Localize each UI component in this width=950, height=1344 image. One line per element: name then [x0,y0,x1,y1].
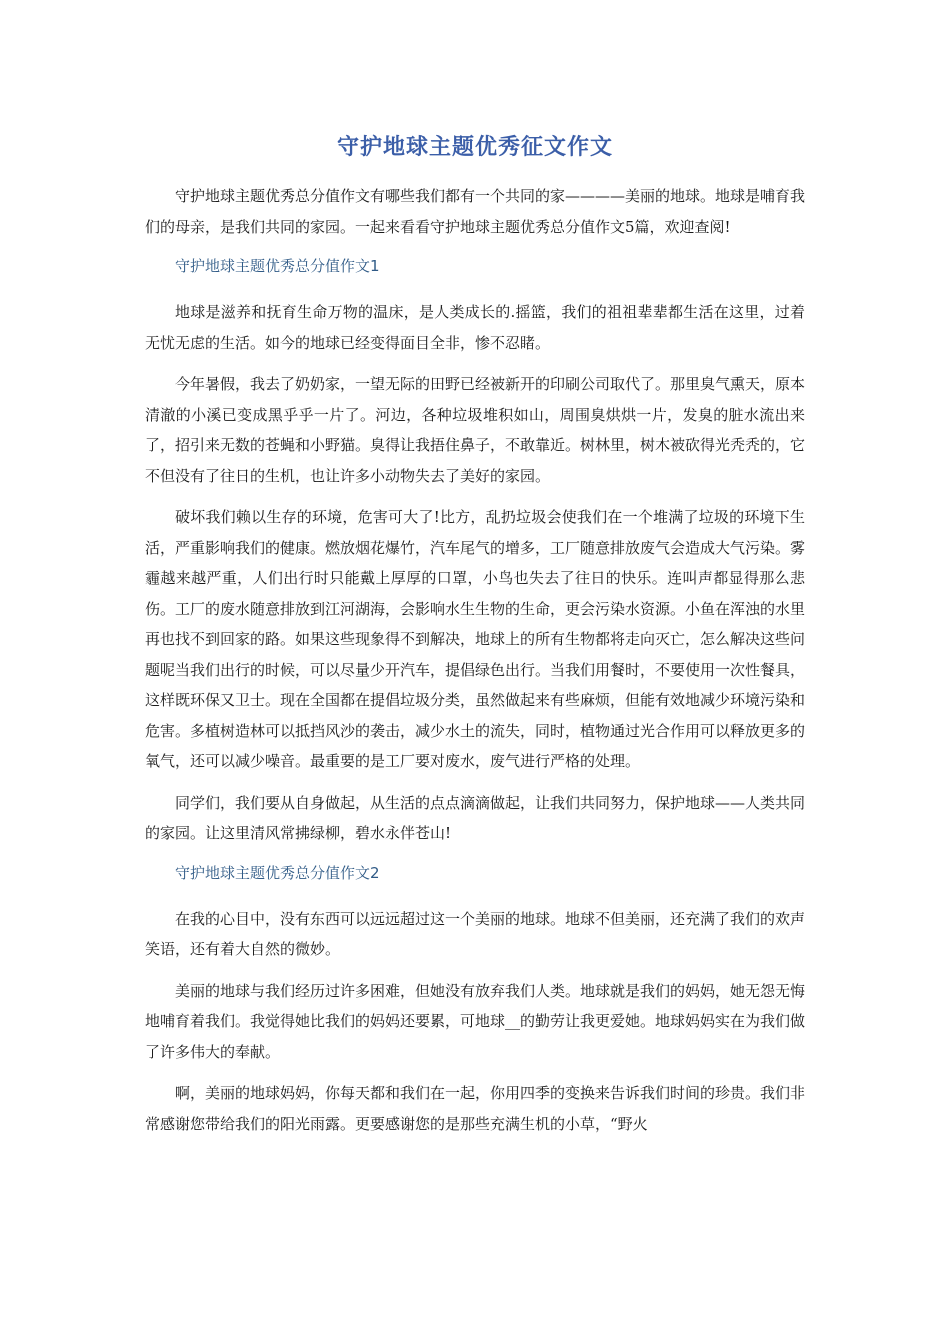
section-heading: 守护地球主题优秀总分值作文1 [175,257,380,275]
intro-paragraph: 守护地球主题优秀总分值作文有哪些我们都有一个共同的家————美丽的地球。地球是哺育我们的母亲，是我们共同的家园。一起来看看守护地球主题优秀总分值作文5篇，欢迎查阅! [145,187,806,236]
paragraph: 同学们，我们要从自身做起，从生活的点点滴滴做起，让我们共同努力，保护地球——人类共同的家园。让这里清风常拂绿柳，碧水永伴苍山! [145,793,806,842]
section-2 [145,860,805,1140]
section-1 [145,253,805,849]
paragraph: 在我的心目中，没有东西可以远远超过这一个美丽的地球。地球不但美丽，还充满了我们的欢声笑语，还有着大自然的微妙。 [145,909,806,958]
paragraph: 今年暑假，我去了奶奶家，一望无际的田野已经被新开的印刷公司取代了。那里臭气熏天，原本清澈的小溪已变成黑乎乎一片了。河边，各种垃圾堆积如山，周围臭烘烘一片，发臭的脏水流出来了，招引来无数的苍蝇和小野猫。臭得让我捂住鼻子，不敢靠近。树林里，树木被砍得光秃秃的，它不但没有了往日的生机，也让许多小动物失去了美好的家园。 [145,375,806,485]
document-title: 守护地球主题优秀征文作文 [336,135,613,160]
paragraph: 地球是滋养和抚育生命万物的温床，是人类成长的.摇篮，我们的祖祖辈辈都生活在这里，过着无忧无虑的生活。如今的地球已经变得面目全非，惨不忍睹。 [145,303,805,352]
paragraph: 美丽的地球与我们经历过许多困难，但她没有放弃我们人类。地球就是我们的妈妈，她无怨无悔地哺育着我们。我觉得她比我们的妈妈还要累，可地球__的勤劳让我更爱她。地球妈妈实在为我们做了许多伟大的奉献。 [145,981,806,1061]
paragraph: 破坏我们赖以生存的环境，危害可大了!比方，乱扔垃圾会使我们在一个堆满了垃圾的环境下生活，严重影响我们的健康。燃放烟花爆竹，汽车尾气的增多，工厂随意排放废气会造成大气污染。雾霾越来越严重，人们出行时只能戴上厚厚的口罩，小鸟也失去了往日的快乐。连叫声都显得那么悲伤。工厂的废水随意排放到江河湖海，会影响水生生物的生命，更会污染水资源。小鱼在浑浊的水里再也找不到回家的路。如果这些现象得不到解决，地球上的所有生物都将走向灭亡，怎么解决这些问题呢当我们出行的时候，可以尽量少开汽车，提倡绿色出行。当我们用餐时，不要使用一次性餐具，这样既环保又卫士。现在全国都在提倡垃圾分类，虽然做起来有些麻烦，但能有效地减少环境污染和危害。多植树造林可以抵挡风沙的袭击，减少水土的流失，同时，植物通过光合作用可以释放更多的氧气，还可以减少噪音。最重要的是工厂要对废水，废气进行严格的处理。 [145,508,806,770]
document-page [145,130,805,1150]
section-heading: 守护地球主题优秀总分值作文2 [175,863,380,882]
paragraph: 啊，美丽的地球妈妈，你每天都和我们在一起，你用四季的变换来告诉我们时间的珍贵。我们非常感谢您带给我们的阳光雨露。更要感谢您的是那些充满生机的小草，“野火 [145,1084,806,1133]
